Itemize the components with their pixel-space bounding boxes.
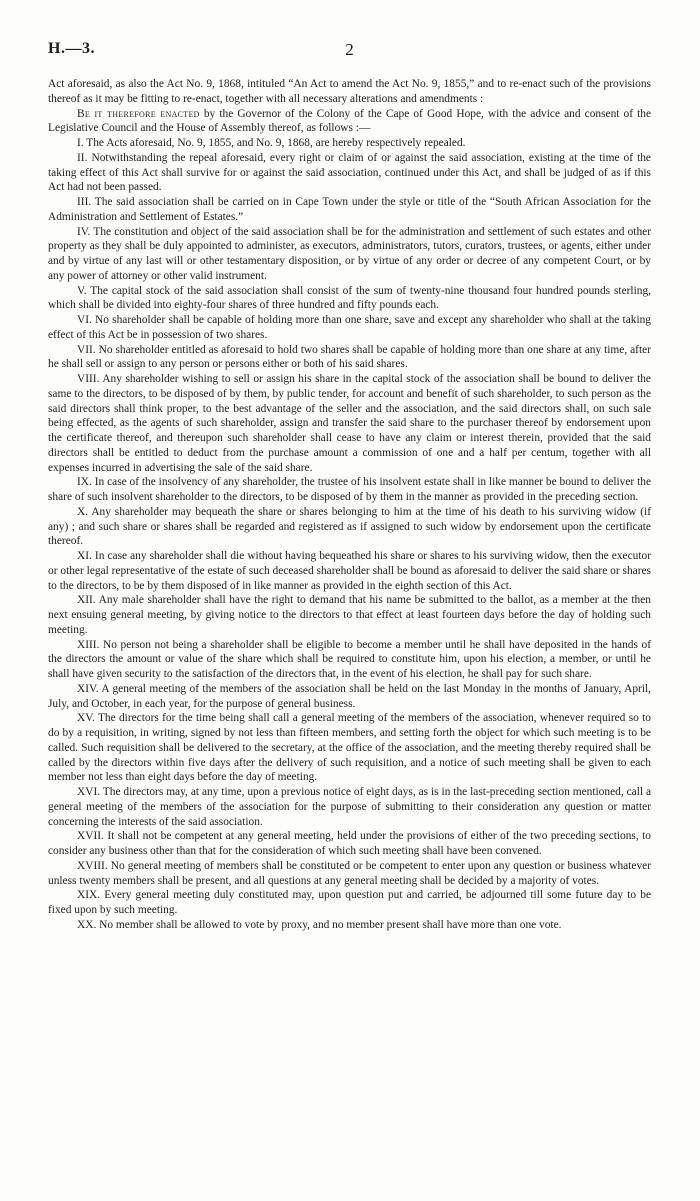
section-6: VI. No shareholder shall be capable of holding more than one share, save and except any shareholder who shall at the taking effect of this Act be in possession of two shares. <box>48 314 651 341</box>
section-12: XII. Any male shareholder shall have the right to demand that his name be submitted to the ballot, as a member at the then next ensuing general meeting, by giving notice to the directors to that effect at least fourteen days before the day of holding such meeting. <box>48 594 651 636</box>
enacting-lead: Be it therefore enacted <box>77 107 200 120</box>
section-7: VII. No shareholder entitled as aforesaid to hold two shares shall be capable of holding more than one share at any time, after he shall sell or assign to any person or persons either or both of his said shares. <box>48 343 651 371</box>
enacting-rest: by the Governor of the Colony of the Cape of Good Hope, with the advice and consent of the Legislative Council and the House of Assembly thereof, as follows :— <box>48 107 652 135</box>
enacting-clause <box>48 107 651 137</box>
section-8: VIII. Any shareholder wishing to sell or assign his share in the capital stock of the association shall be bound to deliver the same to the directors, to be disposed of by them, by public tender, for account and benefit of such shareholder, to such person as the said directors shall think proper, to the best advantage of the seller and the association, and the said directors shall, on such sale being effected, as the agents of such shareholder, assign and transfer the said share to the purchaser thereof by endorsement upon the certificate thereof, and thereupon such shareholder shall cease to have any claim or interest therein, provided that the said directors shall be entitled to deduct from the purchase amount a commission of one and a half per centum, together with all expenses incurred in advertising the sale of the said share. <box>48 373 651 474</box>
section-20: XX. No member shall be allowed to vote by proxy, and no member present shall have more than one vote. <box>77 918 562 931</box>
document-code: H.—3. <box>48 40 95 57</box>
section-10: X. Any shareholder may bequeath the share or shares belonging to him at the time of his death to his surviving widow (if any) ; and such share or shares shall be regarded and registered as if assigned to such widow by endorsement upon the certificate thereof. <box>48 505 651 548</box>
body-text <box>48 77 651 933</box>
section-11: XI. In case any shareholder shall die without having bequeathed his share or shares to his surviving widow, then the executor or other legal representative of the estate of such deceased shareholder shall be bound as aforesaid to deliver the said share or shares to the directors, to be by them disposed of in like manner as provided in the eighth section of this Act. <box>48 550 651 592</box>
section-14: XIV. A general meeting of the members of the association shall be held on the last Monday in the months of January, April, July, and October, in each year, for the purpose of general business. <box>48 682 651 710</box>
intro-paragraph: Act aforesaid, as also the Act No. 9, 1868, intituled “An Act to amend the Act No. 9, 1855,” and to re-enact such of the provisions thereof as it may be fitting to re-enact, together with all necessary alterations and amendments : <box>48 78 651 105</box>
section-5: V. The capital stock of the said association shall consist of the sum of twenty-nine thousand four hundred pounds sterling, which shall be divided into eighty-four shares of three hundred and fifty pounds each. <box>48 284 651 312</box>
page-header <box>48 40 651 62</box>
section-17: XVII. It shall not be competent at any general meeting, held under the provisions of either of the two preceding sections, to consider any business other than that for the consideration of which such meeting shall have been convened. <box>48 830 651 857</box>
section-15: XV. The directors for the time being shall call a general meeting of the members of the association, whenever required so to do by a requisition, in writing, signed by not less than fifteen members, and setting forth the object for which such meeting is to be called. Such requisition shall be delivered to the secretary, at the office of the association, and the meeting thereby required shall be called by the directors within five days after the delivery of such requisition, and a notice of such meeting shall be given to each member not less than eight days before the day of meeting. <box>48 712 651 784</box>
page-number: 2 <box>345 40 354 59</box>
section-16: XVI. The directors may, at any time, upon a previous notice of eight days, as is in the last-preceding section mentioned, call a general meeting of the members of the association for the purpose of submitting to their consideration any question or matter concerning the interests of the said association. <box>48 786 651 828</box>
section-4: IV. The constitution and object of the said association shall be for the administration and settlement of such estates and other property as they shall be duly appointed to administer, as executors, administrators, tutors, curators, trustees, or agents, either under and by virtue of any last will or other testamentary disposition, or by virtue of any order or decree of any competent Court, or by any power of attorney or other valid instrument. <box>48 225 651 282</box>
section-2: II. Notwithstanding the repeal aforesaid, every right or claim of or against the said association, existing at the time of the taking effect of this Act shall survive for or against the said association, continued under this Act, and shall be judged of as if this Act had not been passed. <box>48 151 651 194</box>
section-18: XVIII. No general meeting of members shall be constituted or be competent to enter upon any question or business whatever unless twenty members shall be present, and all questions at any general meeting shall be decided by a majority of votes. <box>48 859 651 887</box>
section-1: I. The Acts aforesaid, No. 9, 1855, and No. 9, 1868, are hereby respectively repealed. <box>77 137 466 149</box>
section-3: III. The said association shall be carried on in Cape Town under the style or title of the “South African Association for the Administration and Settlement of Estates.” <box>48 196 651 223</box>
section-13: XIII. No person not being a shareholder shall be eligible to become a member until he shall have deposited in the hands of the directors the amount or value of the share which shall be required to constitute him, upon his election, a member, or until he shall have given security to the satisfaction of the directors that, in the event of his election, he shall pay for such share. <box>48 638 651 680</box>
section-9: IX. In case of the insolvency of any shareholder, the trustee of his insolvent estate shall in like manner be bound to deliver the share of such insolvent shareholder to the directors, to be disposed of by them in the manner as provided in the preceding section. <box>48 476 651 503</box>
section-19: XIX. Every general meeting duly constituted may, upon question put and carried, be adjourned till some future day to be fixed upon by such meeting. <box>48 889 651 916</box>
